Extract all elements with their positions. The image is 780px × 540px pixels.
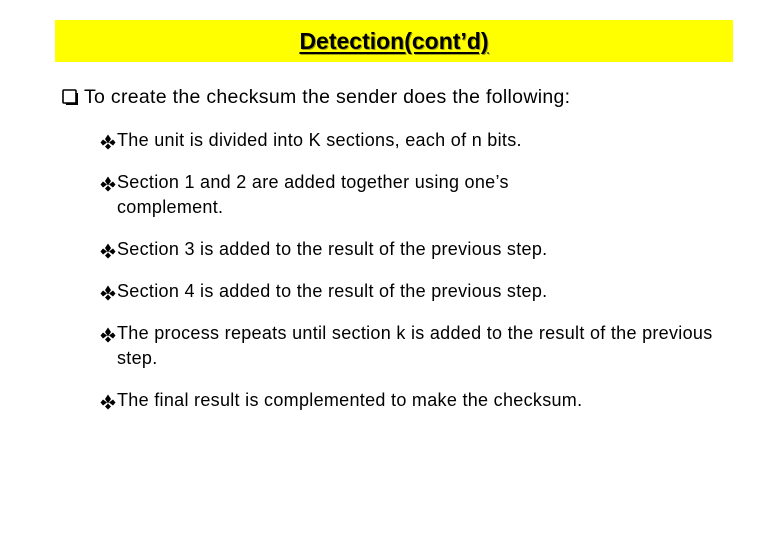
- title-bar: [55, 20, 733, 62]
- diamond-bullet-icon: [100, 174, 116, 190]
- sub-bullet-text: The final result is complemented to make the checksum.: [117, 390, 583, 410]
- diamond-bullet-icon: [100, 325, 116, 341]
- page-title: Detection(cont’d): [299, 27, 489, 54]
- sub-bullet-item: [100, 170, 740, 220]
- sub-bullet-list: [100, 128, 740, 413]
- sub-bullet-item: [100, 321, 740, 371]
- main-bullet-point: [62, 85, 762, 110]
- sub-bullet-item: [100, 279, 740, 304]
- sub-bullet-text: The unit is divided into K sections, each of n bits.: [117, 130, 522, 150]
- sub-bullet-text: The process repeats until section k is added to the result of the previous step.: [117, 323, 713, 368]
- diamond-bullet-icon: [100, 132, 116, 148]
- diamond-bullet-icon: [100, 241, 116, 257]
- hollow-square-bullet-icon: [62, 89, 78, 105]
- sub-bullet-item: [100, 128, 740, 153]
- diamond-bullet-icon: [100, 392, 116, 408]
- sub-bullet-text: Section 3 is added to the result of the previous step.: [117, 239, 548, 259]
- sub-bullet-text: Section 4 is added to the result of the previous step.: [117, 281, 548, 301]
- sub-bullet-item: [100, 237, 740, 262]
- sub-bullet-text: Section 1 and 2 are added together using one’s complement.: [117, 172, 509, 217]
- main-bullet-text: To create the checksum the sender does the following:: [84, 86, 571, 108]
- diamond-bullet-icon: [100, 283, 116, 299]
- sub-bullet-item: [100, 388, 740, 413]
